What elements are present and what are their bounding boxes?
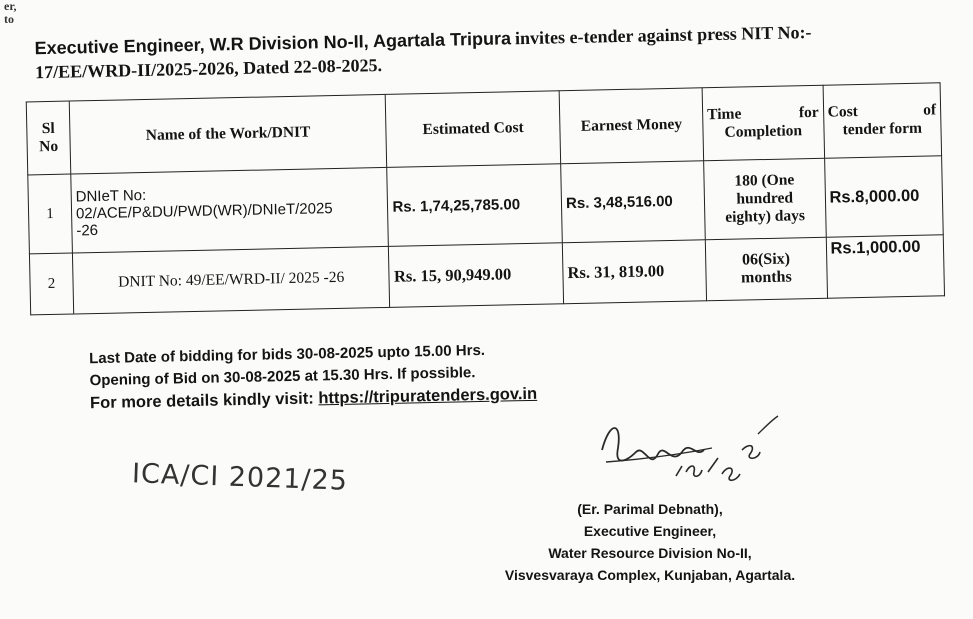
- cell-name-of-work: DNIT No: 49/EE/WRD-II/ 2025 -26: [72, 246, 390, 314]
- tender-table: [26, 82, 945, 315]
- header-sl-no: Sl No: [26, 101, 70, 175]
- signatory-division: Water Resource Division No-II,: [548, 545, 752, 561]
- heading-authority: Executive Engineer, W.R Division No-II, Agartala Tripura: [34, 28, 512, 59]
- cell-earnest-money: Rs. 31, 819.00: [562, 240, 706, 304]
- cell-time-for-completion: 06(Six) months: [705, 237, 827, 301]
- note-details: For more details kindly visit: https://tripuratenders.gov.in: [89, 384, 538, 413]
- heading-nit-line: 17/EE/WRD-II/2025-2026, Dated 22-08-2025.: [34, 55, 383, 83]
- bid-notes: [89, 339, 537, 414]
- header-cost-of-tender-form: Cost of tender form: [823, 83, 942, 158]
- signatory-designation: Executive Engineer,: [583, 523, 717, 539]
- cell-cost-of-tender-form: Rs.8,000.00: [824, 156, 943, 237]
- signature-image: [592, 410, 782, 490]
- signatory-block: [490, 498, 810, 586]
- note-last-date: Last Date of bidding for bids 30-08-2025 upto 15.00 Hrs.: [88, 341, 486, 368]
- tenders-website-link[interactable]: https://tripuratenders.gov.in: [318, 384, 538, 408]
- cell-sl: 1: [28, 174, 73, 254]
- signatory-address: Visvesvaraya Complex, Kunjaban, Agartala.: [504, 567, 796, 583]
- cell-sl: 2: [29, 253, 73, 315]
- signatory-name: (Er. Parimal Debnath),: [577, 501, 723, 517]
- cell-time-for-completion: 180 (One hundred eighty) days: [704, 158, 826, 240]
- header-estimated-cost: Estimated Cost: [386, 91, 561, 168]
- header-earnest-money: Earnest Money: [559, 88, 703, 164]
- tender-heading: [34, 18, 935, 83]
- corner-fragment: er, to: [4, 0, 17, 26]
- cell-earnest-money: Rs. 3,48,516.00: [561, 161, 706, 243]
- note-opening: Opening of Bid on 30-08-2025 at 15.30 Hrs. If possible.: [89, 364, 476, 390]
- header-time-for-completion: Time for Completion: [702, 85, 824, 161]
- cell-estimated-cost: Rs. 1,74,25,785.00: [387, 164, 562, 247]
- handwritten-reference-number: ICA/CI 2021/25: [131, 458, 349, 497]
- header-name-of-work: Name of the Work/DNIT: [69, 94, 387, 174]
- cell-cost-of-tender-form: Rs.1,000.00: [826, 235, 945, 298]
- cell-estimated-cost: Rs. 15, 90,949.00: [389, 243, 564, 308]
- heading-invites: invites e-tender against press NIT No:-: [514, 22, 812, 49]
- cell-name-of-work: DNIeT No: 02/ACE/P&DU/PWD(WR)/DNIeT/2025 -26: [71, 167, 389, 253]
